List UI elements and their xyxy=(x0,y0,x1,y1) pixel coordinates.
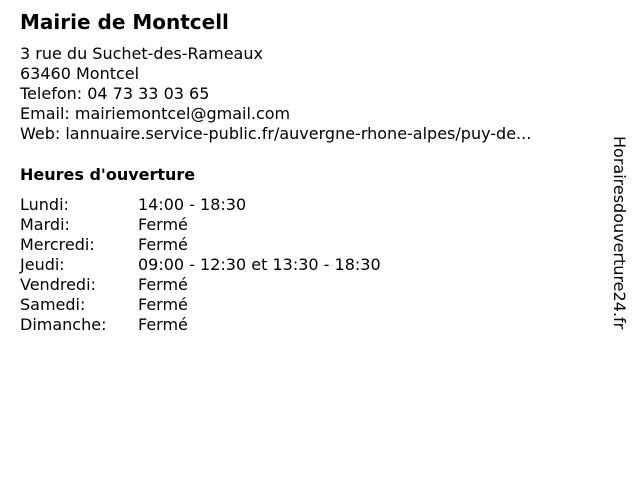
contact-block xyxy=(20,44,600,144)
day-label: Mardi: xyxy=(20,215,70,234)
day-label: Vendredi: xyxy=(20,275,96,294)
place-title: Mairie de Montcell xyxy=(20,10,229,34)
street-address: 3 rue du Suchet-des-Rameaux xyxy=(20,44,263,63)
day-label: Mercredi: xyxy=(20,235,95,254)
day-label: Jeudi: xyxy=(20,255,65,274)
hours-row-tuesday xyxy=(20,215,600,235)
hours-row-monday xyxy=(20,195,600,215)
hours-row-wednesday xyxy=(20,235,600,255)
business-card xyxy=(20,10,600,335)
web-line: Web: lannuaire.service-public.fr/auvergne-rhone-alpes/puy-de... xyxy=(20,124,532,143)
hours-value: Fermé xyxy=(138,235,188,254)
hours-value: Fermé xyxy=(138,295,188,314)
hours-value: Fermé xyxy=(138,215,188,234)
email-line: Email: mairiemontcel@gmail.com xyxy=(20,104,291,123)
site-watermark: Horairesdouverture24.fr xyxy=(610,136,629,330)
hours-row-friday xyxy=(20,275,600,295)
postcode-city: 63460 Montcel xyxy=(20,64,140,83)
hours-value: 14:00 - 18:30 xyxy=(138,195,247,214)
day-label: Lundi: xyxy=(20,195,69,214)
day-label: Dimanche: xyxy=(20,315,107,334)
hours-row-saturday xyxy=(20,295,600,315)
phone-line: Telefon: 04 73 33 03 65 xyxy=(20,84,210,103)
hours-row-thursday xyxy=(20,255,600,275)
opening-hours-heading: Heures d'ouverture xyxy=(20,165,196,184)
day-label: Samedi: xyxy=(20,295,86,314)
hours-row-sunday xyxy=(20,315,600,335)
hours-value: Fermé xyxy=(138,275,188,294)
opening-hours-table xyxy=(20,195,600,335)
hours-value: 09:00 - 12:30 et 13:30 - 18:30 xyxy=(138,255,381,274)
hours-value: Fermé xyxy=(138,315,188,334)
